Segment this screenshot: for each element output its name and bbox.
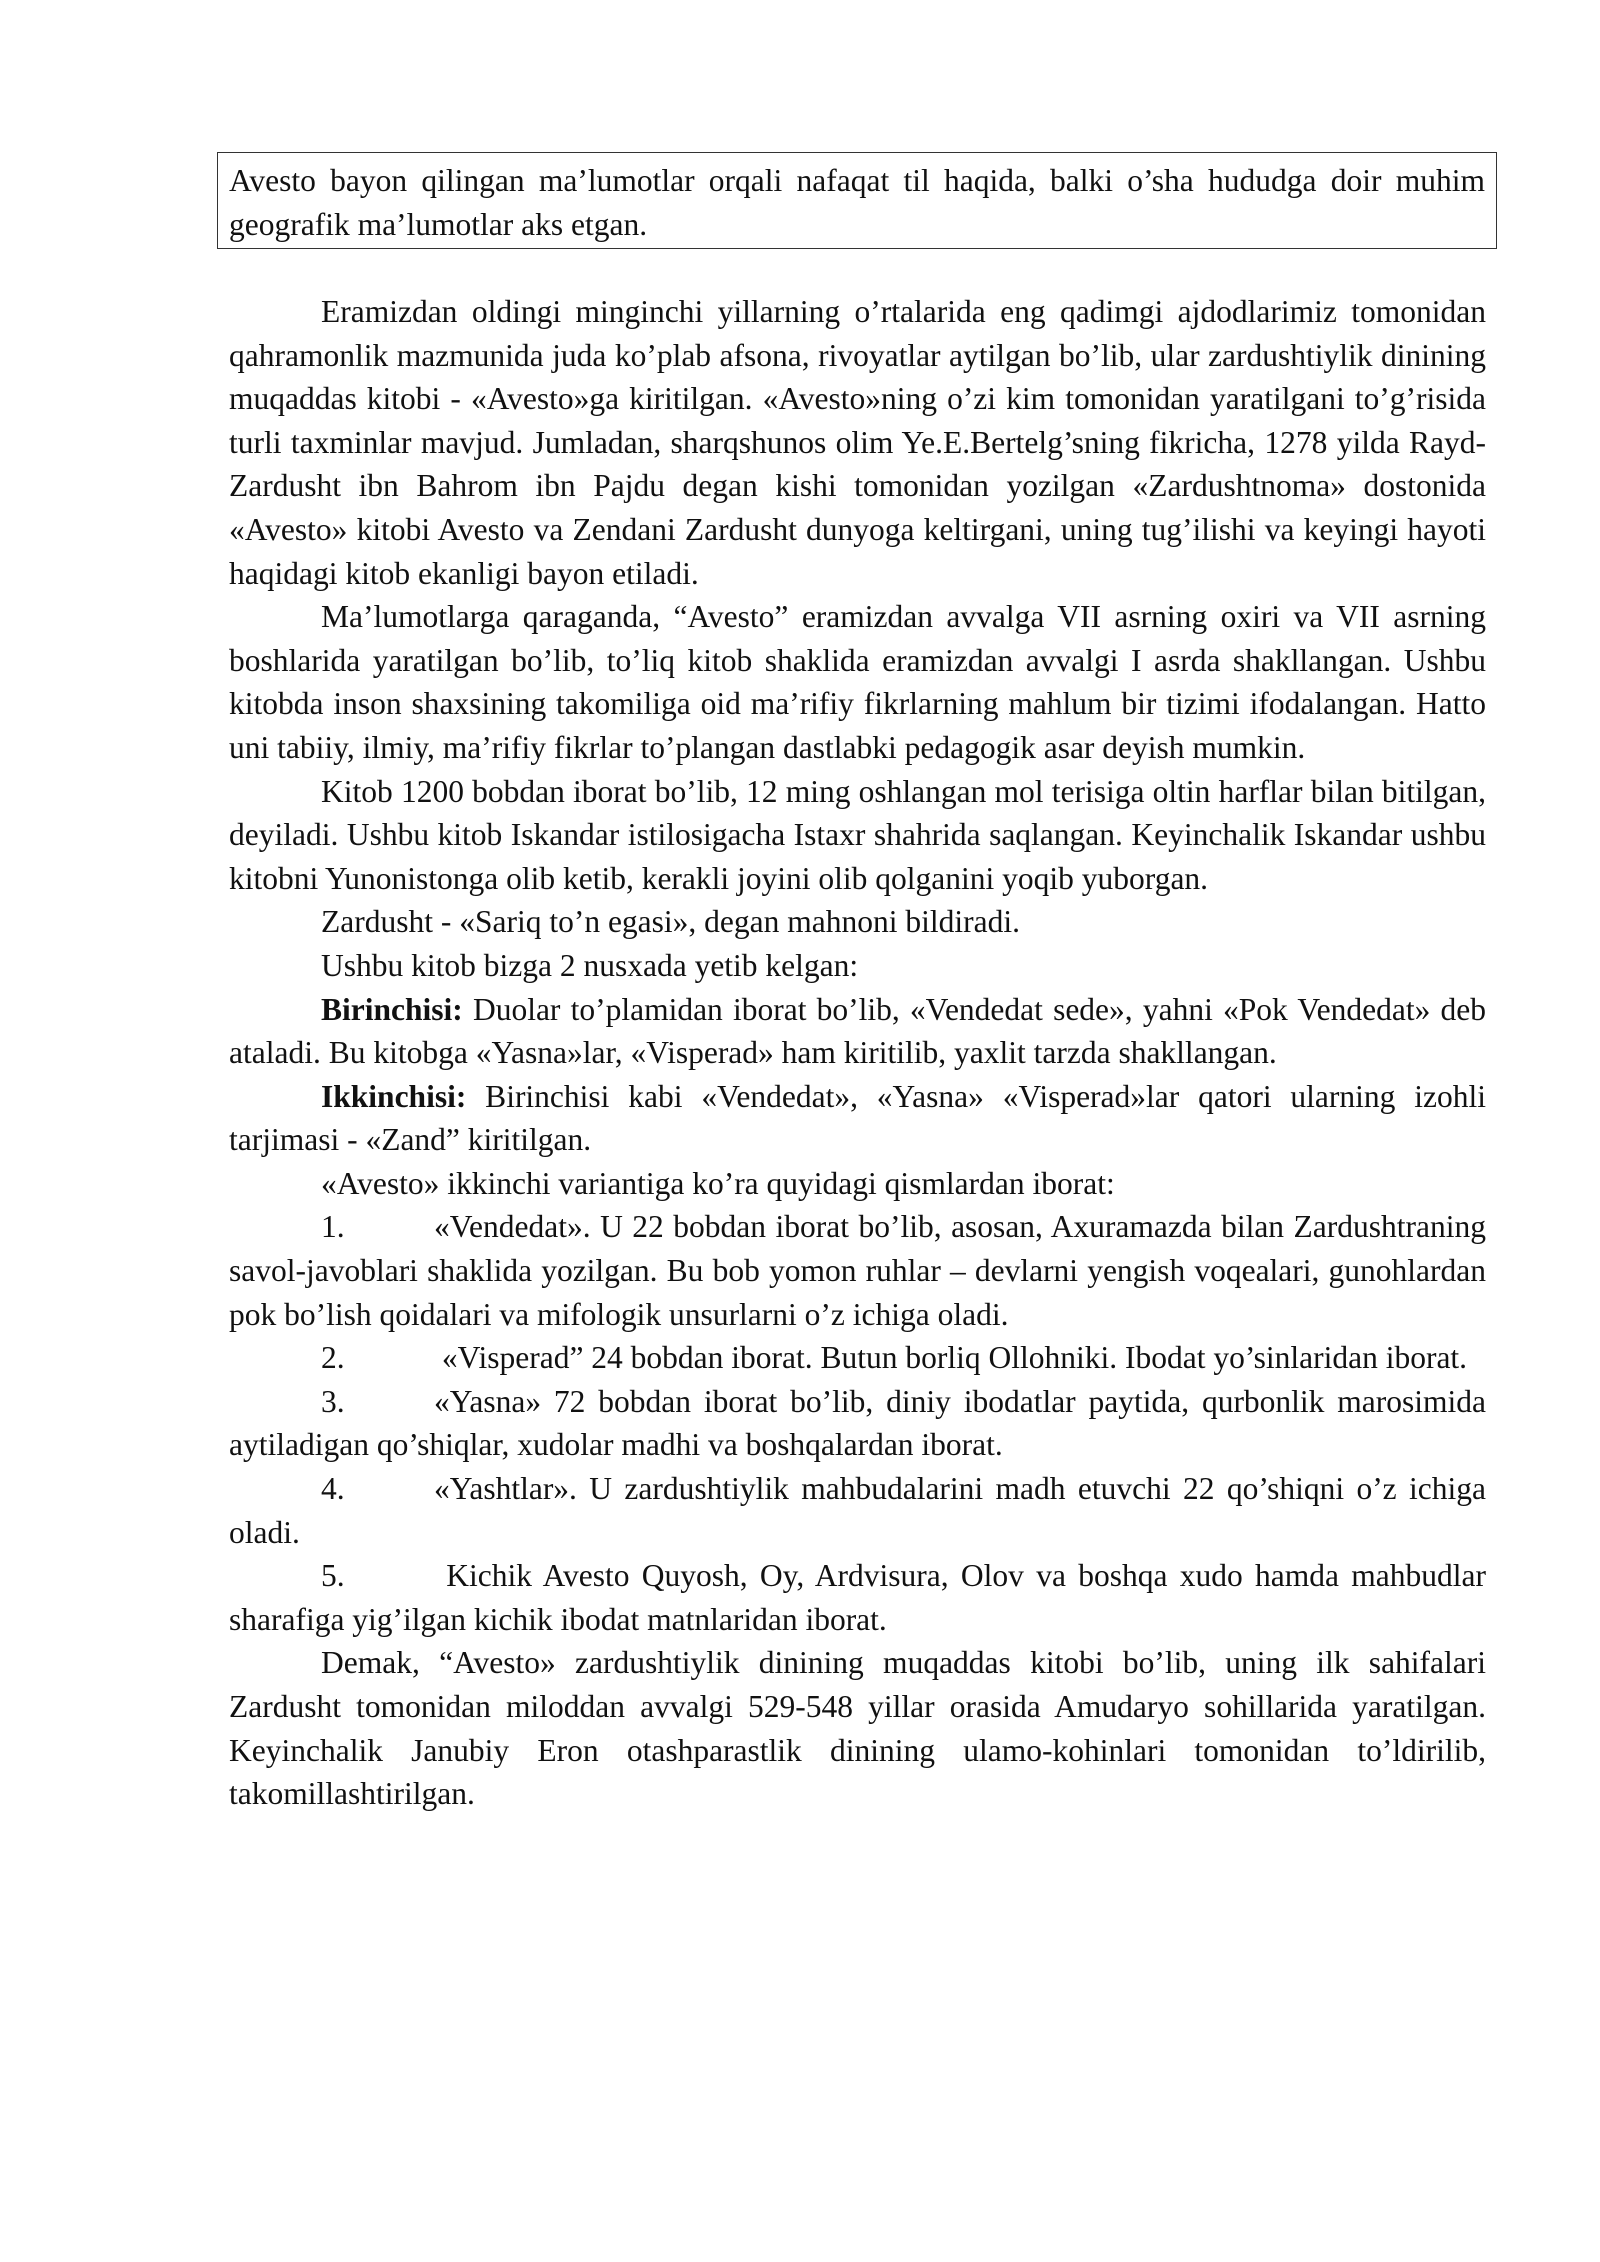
paragraph: Eramizdan oldingi minginchi yillarning o’rtalarida eng qadimgi ajdodlarimiz tomonidan qahramonlik mazmunida juda ko’plab afsona, rivoyatlar aytilgan bo’lib, ular zardushtiylik dinining muqaddas kitobi - «Avesto»ga kiritilgan. «Avesto»ning o’zi kim tomonidan yaratilgani to’g’risida turli taxminlar mavjud. Jumladan, sharqshunos olim Ye.E.Bertelg’sning fikricha, 1278 yilda Rayd-Zardusht ibn Bahrom ibn Pajdu degan kishi tomonidan yozilgan «Zardushtnoma» dostonida «Avesto» kitobi Avesto va Zendani Zardusht dunyoga keltirgani, uning tug’ilishi va keyingi hayoti haqidagi kitob ekanligi bayon etiladi. (229, 294, 1486, 591)
paragraph: «Avesto» ikkinchi variantiga ko’ra quyidagi qismlardan iborat: (321, 1165, 1115, 1201)
paragraph: Kitob 1200 bobdan iborat bo’lib, 12 ming oshlangan mol terisiga oltin harflar bilan bitilgan, deyiladi. Ushbu kitob Iskandar istilosigacha Istaxr shahrida saqlangan. Keyinchalik Iskandar ushbu kitobni Yunonistonga olib ketib, kerakli joyini olib qolganini yoqib yuborgan. (229, 773, 1486, 896)
list-item (229, 1554, 1486, 1641)
paragraph: Ushbu kitob bizga 2 nusxada yetib kelgan: (321, 947, 859, 983)
list-item-number: 1. (321, 1209, 345, 1245)
list-item-text: «Vendedat». U 22 bobdan iborat bo’lib, asosan, Axuramazda bilan Zardushtraning savol-javoblari shaklida yozilgan. Bu bob yomon ruhlar – devlarni yengish voqealari, gunohlardan pok bo’lish qoidalari va mifologik unsurlarni o’z ichiga oladi. (229, 1209, 1486, 1332)
paragraph-text: Birinchisi kabi «Vendedat», «Yasna» «Visperad»lar qatori ularning izohli tarjimasi - «Zand” kiritilgan. (229, 1078, 1486, 1158)
bold-label: Ikkinchisi: (321, 1078, 467, 1114)
bold-label: Birinchisi: (321, 991, 463, 1027)
paragraph-conclusion: Demak, “Avesto» zardushtiylik dinining muqaddas kitobi bo’lib, uning ilk sahifalari Zardusht tomonidan miloddan avvalgi 529-548 yillar orasida Amudaryo sohillarida yaratilgan. Keyinchalik Janubiy Eron otashparastlik dinining ulamo-kohinlari tomonidan to’ldirilib, takomillashtirilgan. (229, 1645, 1486, 1812)
list-item-text: Kichik Avesto Quyosh, Oy, Ardvisura, Olov va boshqa xudo hamda mahbudlar sharafiga yig’ilgan kichik ibodat matnlaridan iborat. (229, 1558, 1486, 1637)
list-item-text: «Visperad” 24 bobdan iborat. Butun borliq Ollohniki. Ibodat yo’sinlaridan iborat. (434, 1340, 1468, 1376)
list-item (229, 1205, 1486, 1336)
document-body (229, 290, 1486, 1816)
paragraph-text: Duolar to’plamidan iborat bo’lib, «Vendedat sede», yahni «Pok Vendedat» deb ataladi. Bu kitobga «Yasna»lar, «Visperad» ham kiritilib, yaxlit tarzda shakllangan. (229, 991, 1486, 1071)
paragraph: Zardusht - «Sariq to’n egasi», degan mahnoni bildiradi. (321, 904, 1020, 940)
list-item-text: «Yashtlar». U zardushtiylik mahbudalarini madh etuvchi 22 qo’shiqni o’z ichiga oladi. (229, 1471, 1486, 1550)
boxed-note-text: Avesto bayon qilingan ma’lumotlar orqali nafaqat til haqida, balki o’sha hududga doir muhim geografik ma’lumotlar aks etgan. (229, 163, 1485, 242)
list-item-number: 3. (321, 1383, 345, 1419)
list-item (229, 1467, 1486, 1554)
list-item-number: 4. (321, 1471, 345, 1507)
paragraph: Ma’lumotlarga qaraganda, “Avesto” eramizdan avvalga VII asrning oxiri va VII asrning boshlarida yaratilgan bo’lib, to’liq kitob shaklida eramizdan avvalgi I asrda shakllangan. Ushbu kitobda inson shaxsining takomiliga oid ma’rifiy fikrlarning mahlum bir tizimi ifodalangan. Hatto uni tabiiy, ilmiy, ma’rifiy fikrlar to’plangan dastlabki pedagogik asar deyish mumkin. (229, 599, 1486, 765)
list-item (229, 1336, 1486, 1380)
paragraph-ikkinchisi (229, 1075, 1486, 1162)
list-item-number: 2. (321, 1340, 345, 1376)
list-item-number: 5. (321, 1558, 345, 1594)
boxed-note (217, 152, 1497, 249)
paragraph-birinchisi (229, 988, 1486, 1075)
list-item-text: «Yasna» 72 bobdan iborat bo’lib, diniy ibodatlar paytida, qurbonlik marosimida aytiladigan qo’shiqlar, xudolar madhi va boshqalardan iborat. (229, 1383, 1486, 1463)
list-item (229, 1380, 1486, 1467)
